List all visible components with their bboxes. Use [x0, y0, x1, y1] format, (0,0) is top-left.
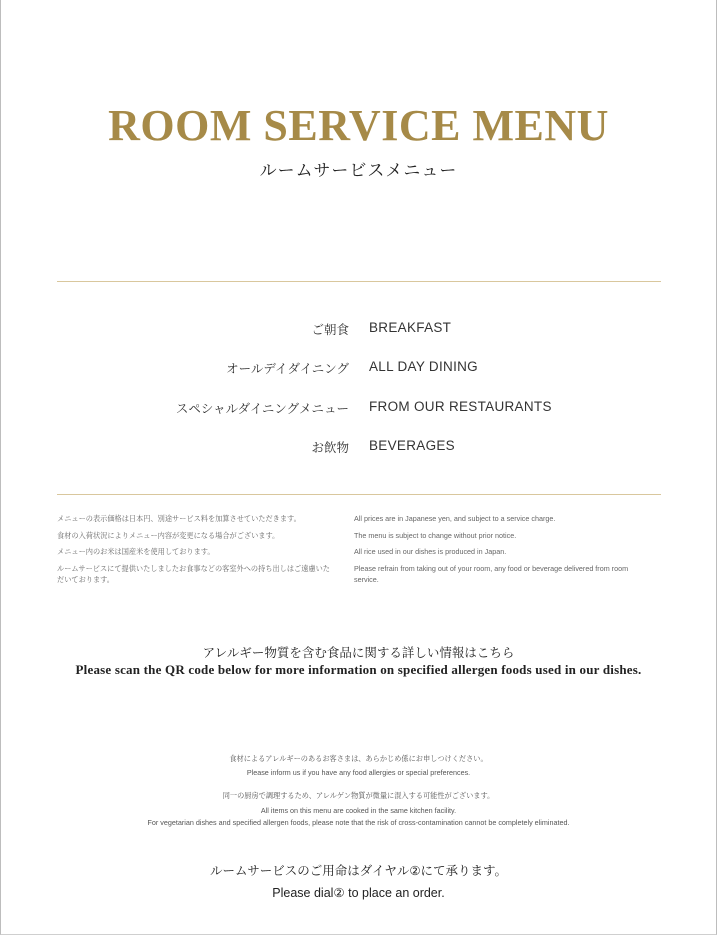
page-subtitle: ルームサービスメニュー — [259, 161, 458, 181]
note-menu-change-en: The menu is subject to change without prior notice. — [354, 530, 517, 540]
menu-item-label-en: FROM OUR RESTAURANTS — [369, 399, 552, 414]
note-rice-jp: メニュー内のお米は国産米を使用しております。 — [57, 547, 215, 556]
order-instruction-jp: ルームサービスのご用命はダイヤル②にて承ります。 — [209, 863, 508, 878]
menu-item-label-jp: ご朝食 — [311, 322, 349, 337]
notes-english — [354, 513, 654, 590]
kitchen-notice-en: All items on this menu are cooked in the same kitchen facility. — [260, 806, 457, 815]
menu-item-breakfast[interactable] — [0, 320, 717, 340]
menu-item-label-jp: オールデイダイニング — [226, 361, 349, 376]
menu-item-label-en: BREAKFAST — [369, 320, 452, 335]
divider-top — [57, 281, 661, 282]
menu-item-beverages[interactable] — [0, 438, 717, 458]
note-prices-jp: メニューの表示価格は日本円、別途サービス料を加算させていただきます。 — [57, 514, 301, 523]
menu-item-label-en: ALL DAY DINING — [369, 359, 478, 374]
note-takeout-jp: ルームサービスにて提供いたしましたお食事などの客室外への持ち出しはご遠慮いただいております。 — [57, 563, 330, 584]
menu-item-label-jp: スペシャルダイニングメニュー — [175, 401, 349, 416]
note-menu-change-jp: 食材の入荷状況によりメニュー内容が変更になる場合がございます。 — [57, 530, 280, 540]
note-rice-en: All rice used in our dishes is produced in Japan. — [354, 547, 507, 556]
note-takeout-en: Please refrain from taking out of your room, any food or beverage delivered from room service. — [354, 563, 629, 584]
note-prices-en: All prices are in Japanese yen, and subject to a service charge. — [354, 514, 556, 523]
kitchen-notice-jp: 同一の厨房で調理するため、アレルゲン物質が微量に混入する可能性がございます。 — [222, 791, 495, 800]
notes-japanese — [57, 513, 337, 590]
divider-bottom — [57, 494, 661, 495]
menu-item-label-jp: お飲物 — [311, 440, 349, 455]
page-title: ROOM SERVICE MENU — [108, 101, 609, 150]
menu-item-from-our-restaurants[interactable] — [0, 399, 717, 419]
allergy-notice-jp: 食材によるアレルギーのあるお客さまは、あらかじめ係にお申しつけください。 — [229, 754, 488, 763]
cross-contamination-notice: For vegetarian dishes and specified allergen foods, please note that the risk of cross-contamination cannot be completely eliminated. — [147, 818, 570, 827]
menu-item-all-day-dining[interactable] — [0, 359, 717, 379]
allergen-heading-jp: アレルギー物質を含む食品に関する詳しい情報はこちら — [202, 645, 515, 660]
allergy-notice-en: Please inform us if you have any food allergies or special preferences. — [246, 768, 471, 777]
menu-item-label-en: BEVERAGES — [369, 438, 455, 453]
allergen-heading-en: Please scan the QR code below for more information on specified allergen foods used in our dishes. — [75, 662, 642, 677]
order-instruction-en: Please dial② to place an order. — [272, 886, 445, 900]
